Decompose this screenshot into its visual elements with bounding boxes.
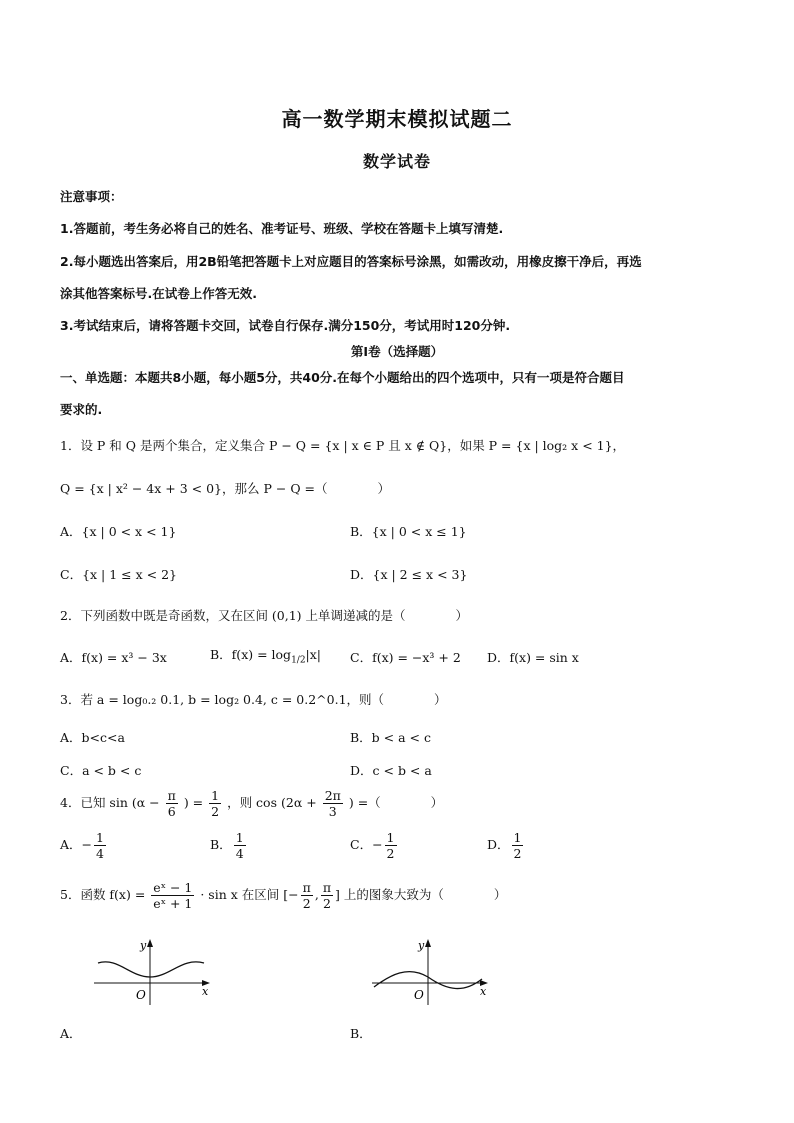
frac-num: π bbox=[302, 880, 311, 895]
fraction bbox=[385, 830, 397, 861]
q4-paren: ) =（ ） bbox=[348, 795, 444, 810]
question-2-option-a: A．f(x) = x³ − 3x bbox=[60, 650, 167, 665]
page-title: 高一数学期末模拟试题二 bbox=[281, 107, 513, 131]
question-3-option-d: D．c < b < a bbox=[350, 763, 432, 778]
q4-text: 4．已知 sin bbox=[60, 795, 128, 810]
question-4-stem bbox=[60, 788, 443, 819]
q4-paren: (2α + bbox=[280, 795, 317, 810]
question-2-option-c: C．f(x) = −x³ + 2 bbox=[350, 650, 461, 665]
question-5-stem bbox=[60, 880, 506, 911]
frac-den: 2 bbox=[211, 804, 220, 819]
option-label: B． bbox=[210, 837, 232, 852]
frac-num: 1 bbox=[211, 788, 220, 803]
question-3-stem: 3．若 a = log₀.₂ 0.1, b = log₂ 0.4, c = 0.2^0.1，则（ ） bbox=[60, 692, 447, 707]
q5-text: · sin x 在区间 bbox=[200, 887, 280, 902]
option-label: A．− bbox=[60, 837, 93, 852]
x-axis-label: x bbox=[202, 985, 209, 998]
y-axis-label: y bbox=[140, 939, 147, 952]
q5-text: 5．函数 f(x) = bbox=[60, 887, 146, 902]
question-3-option-b: B．b < a < c bbox=[350, 730, 431, 745]
page-subtitle: 数学试卷 bbox=[362, 152, 431, 171]
frac-den: 2 bbox=[386, 846, 395, 861]
notice-item: 1.答题前，考生务必将自己的姓名、准考证号、班级、学校在答题卡上填写清楚. bbox=[60, 221, 504, 236]
question-4-option-a bbox=[60, 830, 108, 861]
notice-item: 3.考试结束后，请将答题卡交回，试卷自行保存.满分150分，考试用时120分钟. bbox=[60, 318, 511, 333]
question-4-option-d bbox=[487, 830, 525, 861]
interval-bracket: ] bbox=[335, 887, 340, 902]
frac-num: eˣ − 1 bbox=[153, 880, 193, 895]
fraction bbox=[512, 830, 524, 861]
fraction bbox=[321, 880, 333, 911]
question-1-option-b: B．{x | 0 < x ≤ 1} bbox=[350, 524, 467, 539]
question-5-graph-a bbox=[88, 935, 218, 1007]
question-4-option-b bbox=[210, 830, 248, 861]
log-base: 1/2 bbox=[291, 655, 306, 666]
fraction bbox=[234, 830, 246, 861]
frac-den: 6 bbox=[167, 804, 176, 819]
x-axis-label: x bbox=[480, 985, 487, 998]
question-3-option-a: A．b<c<a bbox=[60, 730, 125, 745]
y-axis-arrow bbox=[425, 939, 431, 947]
fraction bbox=[151, 880, 194, 911]
question-2-option-d: D．f(x) = sin x bbox=[487, 650, 579, 665]
option-label: C．− bbox=[350, 837, 383, 852]
frac-den: 3 bbox=[328, 804, 337, 819]
y-axis-label: y bbox=[418, 939, 425, 952]
fraction bbox=[209, 788, 221, 819]
question-2-stem: 2．下列函数中既是奇函数，又在区间 (0,1) 上单调递减的是（ ） bbox=[60, 608, 469, 623]
origin-label: O bbox=[136, 988, 146, 1002]
question-1-option-a: A．{x | 0 < x < 1} bbox=[60, 524, 177, 539]
question-5-option-b-label: B． bbox=[350, 1026, 372, 1041]
frac-den: 2 bbox=[322, 896, 331, 911]
frac-num: 1 bbox=[235, 830, 244, 845]
question-4-option-c bbox=[350, 830, 399, 861]
option-b-text: B．f(x) = log bbox=[210, 647, 292, 662]
q4-paren: ) = bbox=[183, 795, 204, 810]
option-b-arg: |x| bbox=[305, 647, 322, 662]
frac-den: 4 bbox=[235, 846, 244, 861]
interval-comma: , bbox=[314, 887, 319, 902]
notice-item: 2.每小题选出答案后，用2B铅笔把答题卡上对应题目的答案标号涂黑，如需改动，用橡皮擦干净后，再选 bbox=[60, 254, 642, 269]
question-1-option-c: C．{x | 1 ≤ x < 2} bbox=[60, 567, 177, 582]
question-2-option-b bbox=[210, 645, 321, 666]
section-heading: 一、单选题：本题共8小题，每小题5分，共40分.在每个小题给出的四个选项中，只有一项是符合题目 bbox=[60, 370, 625, 385]
frac-num: π bbox=[167, 788, 176, 803]
frac-den: 2 bbox=[302, 896, 311, 911]
fraction bbox=[301, 880, 313, 911]
notice-heading: 注意事项： bbox=[60, 189, 123, 204]
frac-den: eˣ + 1 bbox=[153, 896, 193, 911]
question-1-option-d: D．{x | 2 ≤ x < 3} bbox=[350, 567, 468, 582]
frac-num: π bbox=[322, 880, 332, 895]
question-1-stem: 1．设 P 和 Q 是两个集合，定义集合 P − Q = {x | x ∈ P 且 x ∉ Q}，如果 P = {x | log₂ x < 1}， bbox=[60, 438, 626, 453]
frac-num: 1 bbox=[96, 830, 104, 845]
q4-text: ，则 cos bbox=[227, 795, 277, 810]
origin-label: O bbox=[414, 988, 424, 1002]
frac-den: 4 bbox=[96, 846, 104, 861]
frac-num: 2π bbox=[324, 788, 341, 803]
interval-bracket: [− bbox=[283, 887, 299, 902]
question-5-graph-b bbox=[368, 935, 498, 1007]
frac-num: 1 bbox=[386, 830, 395, 845]
question-3-option-c: C．a < b < c bbox=[60, 763, 142, 778]
q5-text: 上的图象大致为（ ） bbox=[343, 887, 507, 902]
y-axis-arrow bbox=[147, 939, 153, 947]
option-label: D． bbox=[487, 837, 510, 852]
fraction bbox=[94, 830, 106, 861]
frac-num: 1 bbox=[513, 830, 522, 845]
frac-den: 2 bbox=[513, 846, 522, 861]
section-heading-cont: 要求的. bbox=[60, 402, 103, 417]
fraction bbox=[323, 788, 343, 819]
q4-paren: (α − bbox=[131, 795, 160, 810]
notice-item: 涂其他答案标号.在试卷上作答无效. bbox=[60, 286, 257, 301]
question-5-option-a-label: A． bbox=[60, 1026, 82, 1041]
fraction bbox=[166, 788, 178, 819]
curve bbox=[98, 962, 204, 977]
question-1-stem-cont: Q = {x | x² − 4x + 3 < 0}，那么 P − Q =（ ） bbox=[60, 481, 391, 496]
volume-heading: 第Ⅰ卷（选择题） bbox=[350, 344, 444, 359]
